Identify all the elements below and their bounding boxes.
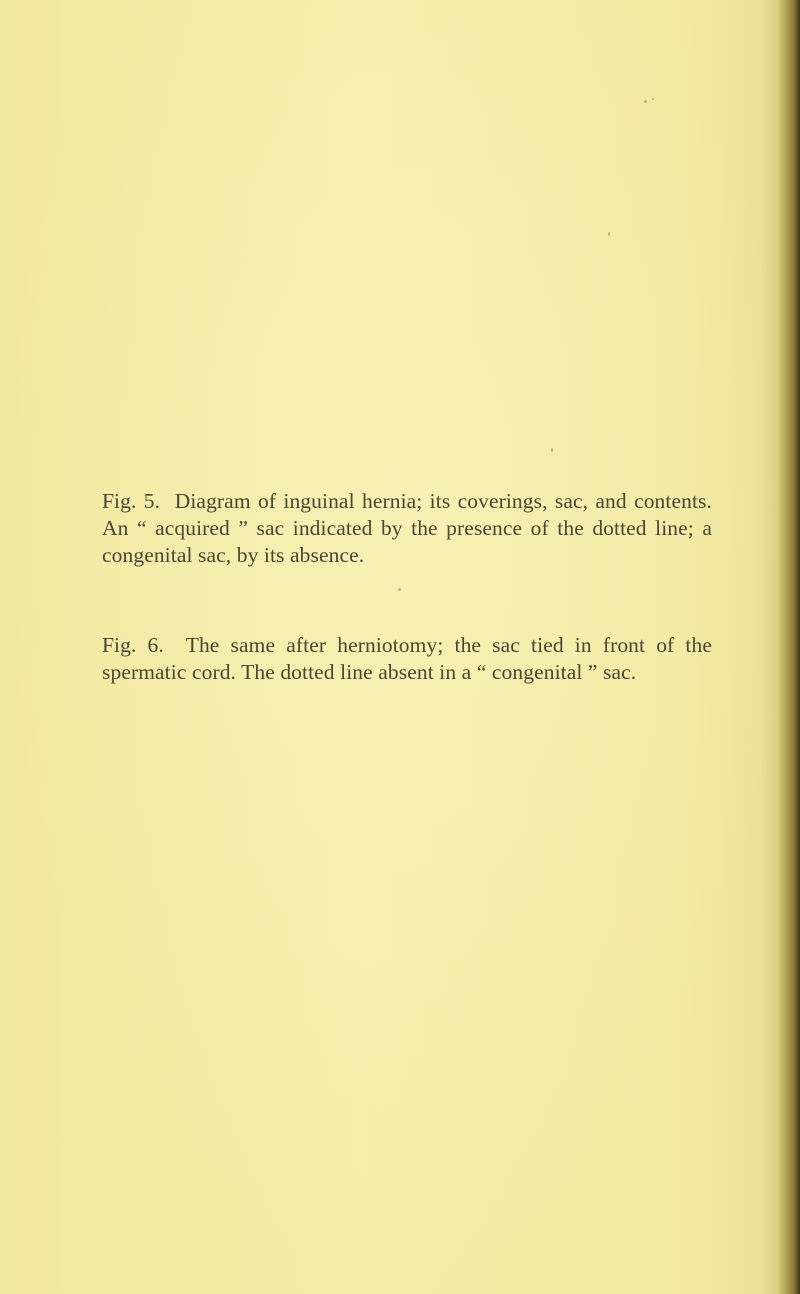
paper-speck [551, 448, 553, 452]
paper-speck [652, 98, 654, 100]
figure-5-text: Diagram of inguinal hernia; its coverings, sac, and contents. An “ acquired ” sac indicated by the presence of the dotted line; a congenital sac, by its absence. [102, 489, 712, 567]
figure-6-caption [102, 632, 712, 686]
figure-6-label: Fig. 6. [102, 633, 164, 657]
page-edge-shadow [760, 0, 778, 1294]
paper-speck [644, 100, 647, 103]
page-edge [778, 0, 800, 1294]
figure-6-text: The same after herniotomy; the sac tied in front of the spermatic cord. The dotted line absent in a “ congenital ” sac. [102, 633, 712, 684]
figure-5-caption [102, 488, 712, 569]
figure-5-label: Fig. 5. [102, 489, 161, 513]
paper-speck [608, 232, 610, 236]
paper-speck [398, 588, 401, 591]
